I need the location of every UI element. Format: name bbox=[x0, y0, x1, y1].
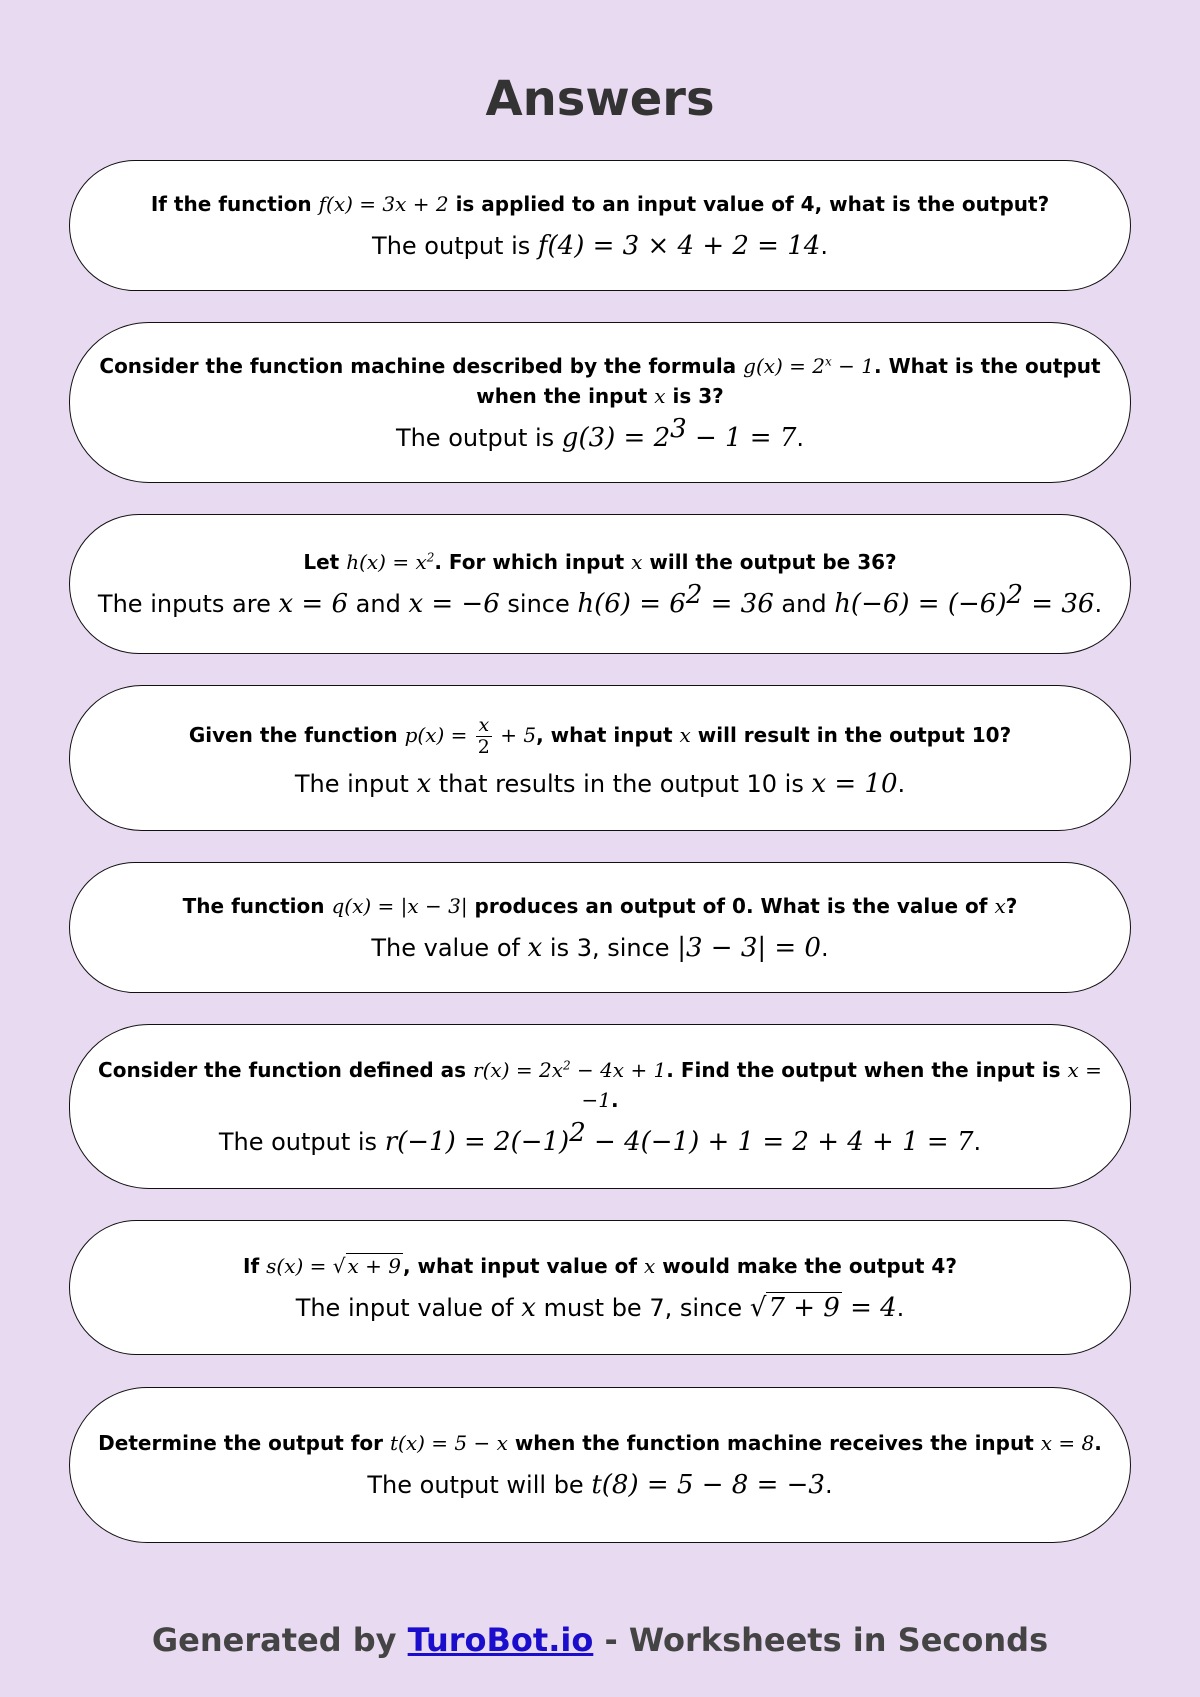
answer-text: The inputs are x = 6 and x = −6 since $h(6) = 6^2 = 36$ and $h(-6) = (-6)^2 = 36$. bbox=[97, 580, 1103, 619]
answer-card bbox=[69, 160, 1131, 291]
question-text: If s(x) = √ x + 9 , what input value of x would make the output 4? bbox=[243, 1253, 957, 1278]
answer-text: The output is $g(3) = 2^3 - 1 = 7$. bbox=[395, 413, 805, 453]
fraction: $\frac{x}{2}$ bbox=[477, 713, 490, 758]
question-text: Given the function p(x) = $\frac{x}{2}$ + 5, what input x will result in the output 10? bbox=[188, 713, 1012, 758]
answer-card bbox=[69, 514, 1131, 654]
footer bbox=[0, 1610, 1200, 1670]
answer-card bbox=[69, 1024, 1131, 1189]
square-root: √ x + 9 bbox=[332, 1253, 401, 1278]
question-text: Determine the output for t(x) = 5 − x when the function machine receives the input x = 8. bbox=[98, 1431, 1102, 1455]
footer-prefix: Generated by bbox=[151, 1621, 408, 1659]
answer-text: The value of x is 3, since |3 − 3| = 0. bbox=[371, 932, 829, 963]
question-text: Let $h(x) = x^2$. For which input x will the output be 36? bbox=[303, 550, 897, 574]
footer-suffix: - Worksheets in Seconds bbox=[593, 1621, 1049, 1659]
answer-text: The input value of x must be 7, since √7 + 9 = 4. bbox=[295, 1292, 905, 1323]
answer-text: The input x that results in the output 10 is x = 10. bbox=[294, 769, 906, 800]
question-text: Consider the function machine described by the formula $g(x) = 2^x - 1$. What is the output when the input x is 3? bbox=[99, 353, 1101, 408]
answer-card bbox=[69, 1387, 1131, 1543]
answer-card bbox=[69, 862, 1131, 993]
answer-card bbox=[69, 685, 1131, 831]
answer-card bbox=[69, 322, 1131, 483]
question-text: The function q(x) = |x − 3| produces an output of 0. What is the value of x? bbox=[182, 893, 1018, 918]
answer-text: The output will be t(8) = 5 − 8 = −3. bbox=[367, 1470, 833, 1500]
answer-text: The output is $r(-1) = 2(-1)^2 - 4(-1) + 1 = 2 + 4 + 1 = 7$. bbox=[218, 1117, 982, 1157]
square-root: √7 + 9 bbox=[749, 1292, 840, 1323]
answer-card bbox=[69, 1220, 1131, 1355]
question-text: Consider the function defined as $r(x) = 2x^2 - 4x + 1$. Find the output when the input is x = −1. bbox=[98, 1057, 1102, 1112]
answer-text: The output is f(4) = 3 × 4 + 2 = 14. bbox=[372, 230, 828, 261]
question-text: If the function f(x) = 3x + 2 is applied to an input value of 4, what is the output? bbox=[150, 191, 1050, 216]
turobot-link[interactable]: TuroBot.io bbox=[407, 1621, 594, 1659]
page-title: Answers bbox=[485, 71, 715, 127]
